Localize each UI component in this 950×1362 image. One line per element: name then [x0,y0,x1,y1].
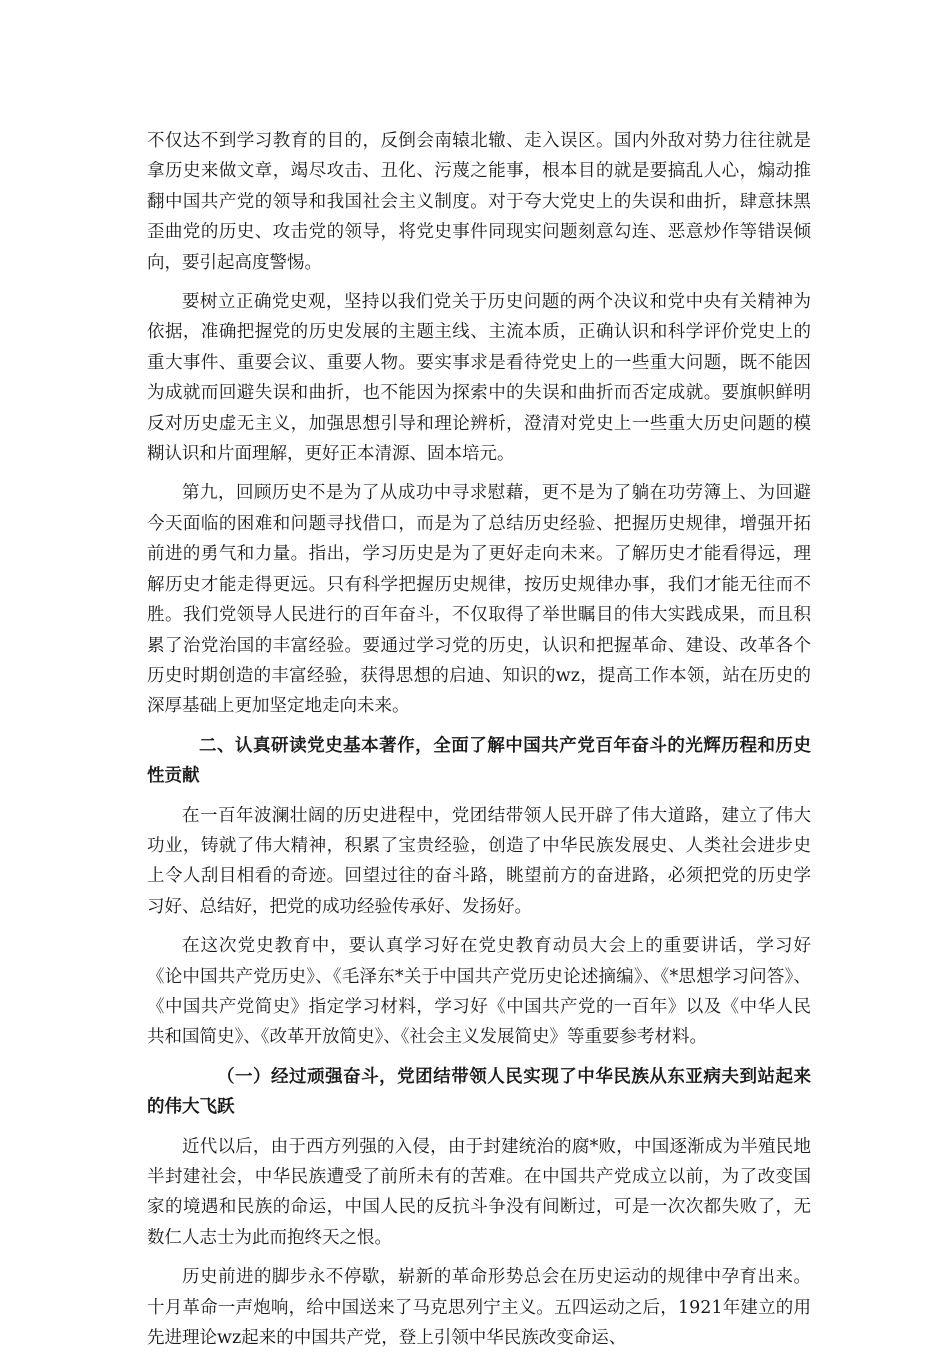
paragraph-7: 历史前进的脚步永不停歇，崭新的革命形势总会在历史运动的规律中孕育出来。十月革命一声炮响，给中国送来了马克思列宁主义。五四运动之后，1921年建立的用先进理论wz起来的中国共产党，登上引领中华民族改变命运、 [147,1267,811,1349]
subsection-heading: （一）经过顽强奋斗，党团结带领人民实现了中华民族从东亚病夫到站起来的伟大飞跃 [147,1066,811,1118]
paragraph-1: 不仅达不到学习教育的目的，反倒会南辕北辙、走入误区。国内外敌对势力往往就是拿历史来做文章，竭尽攻击、丑化、污蔑之能事，根本目的就是要搞乱人心，煽动推翻中国共产党的领导和我国社会主义制度。对于夸大党史上的失误和曲折，肆意抹黑歪曲党的历史、攻击党的领导，将党史事件同现实问题刻意勾连、恶意炒作等错误倾向，要引起高度警惕。 [147,131,811,273]
paragraph-2: 要树立正确党史观，坚持以我们党关于历史问题的两个决议和党中央有关精神为依据，准确把握党的历史发展的主题主线、主流本质，正确认识和科学评价党史上的重大事件、重要会议、重要人物。要实事求是看待党史上的一些重大问题，既不能因为成就而回避失误和曲折，也不能因为探索中的失误和曲折而否定成就。要旗帜鲜明反对历史虚无主义，加强思想引导和理论辨析，澄清对党史上一些重大历史问题的模糊认识和片面理解，更好正本清源、固本培元。 [147,292,811,465]
document-body [147,126,811,1362]
paragraph-5: 在这次党史教育中，要认真学习好在党史教育动员大会上的重要讲话，学习好《论中国共产党历史》、《毛泽东*关于中国共产党历史论述摘编》、《*思想学习问答》、《中国共产党简史》指定学习材料，学习好《中国共产党的一百年》以及《中华人民共和国简史》、《改革开放简史》、《社会主义发展简史》等重要参考材料。 [147,936,811,1048]
paragraph-4: 在一百年波澜壮阔的历史进程中，党团结带领人民开辟了伟大道路，建立了伟大功业，铸就了伟大精神，积累了宝贵经验，创造了中华民族发展史、人类社会进步史上令人刮目相看的奇迹。回望过往的奋斗路，眺望前方的奋进路，必须把党的历史学习好、总结好，把党的成功经验传承好、发扬好。 [147,805,811,917]
section-heading: 二、认真研读党史基本著作，全面了解中国共产党百年奋斗的光辉历程和历史性贡献 [147,735,811,787]
paragraph-3: 第九，回顾历史不是为了从成功中寻求慰藉，更不是为了躺在功劳簿上、为回避今天面临的困难和问题寻找借口，而是为了总结历史经验、把握历史规律，增强开拓前进的勇气和力量。指出，学习历史是为了更好走向未来。了解历史才能看得远，理解历史才能走得更远。只有科学把握历史规律，按历史规律办事，我们才能无往而不胜。我们党领导人民进行的百年奋斗，不仅取得了举世瞩目的伟大实践成果，而且积累了治党治国的丰富经验。要通过学习党的历史，认识和把握革命、建设、改革各个历史时期创造的丰富经验，获得思想的启迪、知识的wz，提高工作本领，站在历史的深厚基础上更加坚定地走向未来。 [147,483,811,717]
paragraph-6: 近代以后，由于西方列强的入侵，由于封建统治的腐*败，中国逐渐成为半殖民地半封建社会，中华民族遭受了前所未有的苦难。在中国共产党成立以前，为了改变国家的境遇和民族的命运，中国人民的反抗斗争没有间断过，可是一次次都失败了，无数仁人志士为此而抱终天之恨。 [147,1136,811,1248]
